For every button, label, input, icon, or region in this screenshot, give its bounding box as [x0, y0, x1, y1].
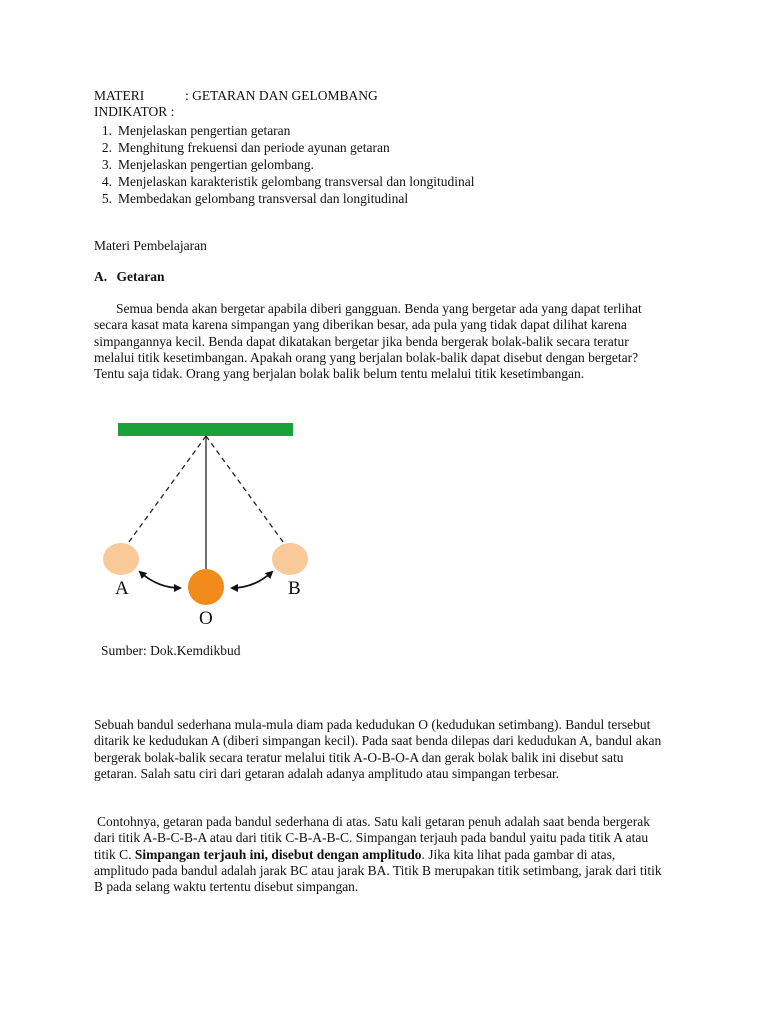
paragraph-contoh [94, 814, 666, 895]
string-to-a-dashed [126, 436, 206, 546]
list-item-text: Membedakan gelombang transversal dan longitudinal [118, 191, 409, 206]
list-item-text: Menjelaskan pengertian gelombang. [118, 157, 315, 172]
list-item-text: Menghitung frekuensi dan periode ayunan getaran [118, 140, 390, 155]
label-b: B [288, 578, 301, 599]
paragraph-bandul: Sebuah bandul sederhana mula-mula diam pada kedudukan O (kedudukan setimbang). Bandul tersebut ditarik ke kedudukan A (diberi simpangan kecil). Pada saat benda dilepas dari kedudukan A, bandul akan bergerak bolak-balik secara teratur melalui titik A-O-B-O-A dan gerak bolak balik ini disebut satu getaran. Salah satu ciri dari getaran adalah adanya amplitudo atau simpangan terbesar. [94, 717, 662, 781]
pendulum-support-bar [118, 423, 293, 436]
figure-source-caption: Sumber: Dok.Kemdikbud [101, 643, 241, 658]
pendulum-figure [96, 418, 326, 640]
list-item-number: 1. [101, 123, 112, 138]
list-item [86, 173, 475, 190]
bob-position-a [103, 543, 139, 575]
pendulum-diagram [96, 418, 326, 640]
section-heading [94, 269, 165, 285]
materi-value: : GETARAN DAN GELOMBANG [185, 88, 378, 103]
amplitudo-definition: Simpangan terjauh ini, disebut dengan amplitudo [134, 846, 422, 862]
heading-text: Getaran [116, 269, 165, 284]
list-item-number: 3. [101, 157, 112, 172]
section-title: Materi Pembelajaran [94, 238, 207, 253]
paragraph-contoh-start: Contohnya, getaran pada bandul sederhana di atas. Satu kali getaran penuh adalah saat benda bergerak dari titik A-B-C-B-A atau dari titik C-B-A-B-C. Simpangan terjauh pada bandul yaitu pada titik A atau titik C. [94, 814, 651, 862]
indicator-list [86, 122, 475, 207]
list-item [86, 190, 475, 207]
list-item [86, 139, 475, 156]
list-item-number: 4. [101, 174, 112, 189]
swing-arrow-right [232, 572, 272, 588]
label-o: O [199, 608, 213, 629]
list-item-text: Menjelaskan karakteristik gelombang transversal dan longitudinal [118, 174, 475, 189]
bob-position-o [188, 569, 224, 605]
swing-arrow-left [140, 572, 180, 588]
list-item [86, 156, 475, 173]
list-item-number: 5. [101, 191, 112, 206]
label-a: A [115, 578, 129, 599]
bob-position-b [272, 543, 308, 575]
list-item-number: 2. [101, 140, 112, 155]
list-item-text: Menjelaskan pengertian getaran [118, 123, 291, 138]
indikator-label: INDIKATOR : [94, 104, 175, 119]
materi-label: MATERI [94, 88, 145, 103]
list-item [86, 122, 475, 139]
paragraph-getaran-intro: Semua benda akan bergetar apabila diberi gangguan. Benda yang bergetar ada yang dapat terlihat secara kasat mata karena simpangan yang diberikan besar, ada pula yang tidak dapat dilihat karena simpangannya kecil. Benda dapat dikatakan bergetar jika benda bergerak bolak-balik secara teratur melalui titik kesetimbangan. Apakah orang yang berjalan bolak-balik dapat disebut dengan bergetar? Tentu saja tidak. Orang yang berjalan bolak balik belum tentu melalui titik kesetimbangan. [94, 301, 642, 382]
paragraph-contoh-end: . Jika kita lihat pada gambar di atas, amplitudo pada bandul adalah jarak BC atau jarak BA. Titik B merupakan titik setimbang, jarak dari titik B pada selang waktu tertentu disebut simpangan. [94, 846, 662, 895]
string-to-b-dashed [206, 436, 286, 546]
heading-letter: A. [94, 269, 108, 284]
